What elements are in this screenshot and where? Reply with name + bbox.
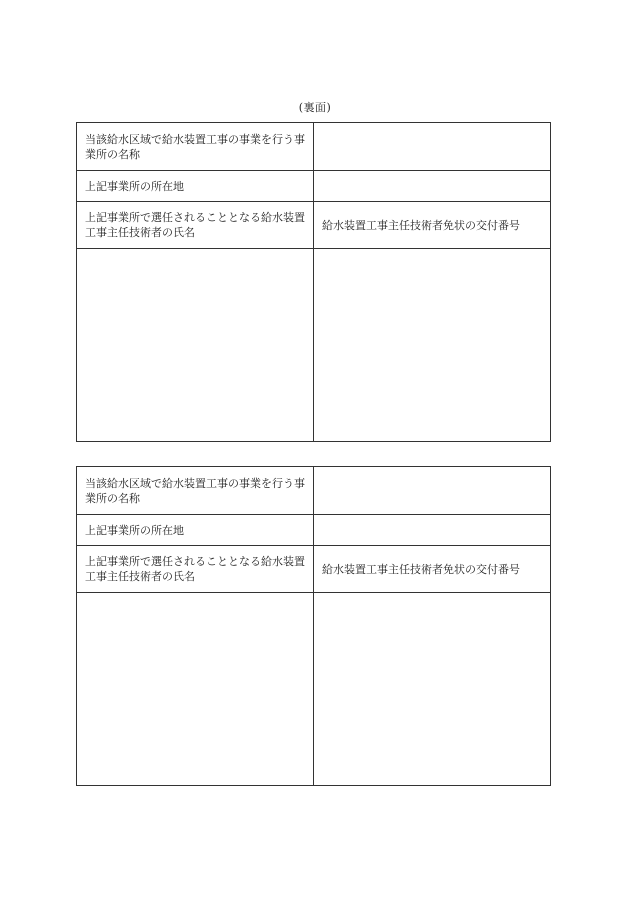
license-number-field[interactable] — [314, 249, 551, 442]
entry-row — [77, 593, 551, 786]
office-form-table-2 — [76, 466, 551, 786]
office-name-row — [77, 123, 551, 171]
engineer-name-header: 上記事業所で選任されることとなる給水装置工事主任技術者の氏名 — [77, 546, 314, 593]
office-name-field[interactable] — [314, 467, 551, 515]
column-header-row — [77, 202, 551, 249]
office-address-label: 上記事業所の所在地 — [77, 515, 314, 546]
page-heading: (裏面) — [298, 101, 332, 114]
office-address-row — [77, 515, 551, 546]
office-address-field[interactable] — [314, 171, 551, 202]
office-name-field[interactable] — [314, 123, 551, 171]
entry-row — [77, 249, 551, 442]
office-name-label: 当該給水区域で給水装置工事の事業を行う事業所の名称 — [77, 467, 314, 515]
license-number-field[interactable] — [314, 593, 551, 786]
office-address-label: 上記事業所の所在地 — [77, 171, 314, 202]
column-header-row — [77, 546, 551, 593]
office-name-label: 当該給水区域で給水装置工事の事業を行う事業所の名称 — [77, 123, 314, 171]
engineer-name-field[interactable] — [77, 593, 314, 786]
office-form-table-1 — [76, 122, 551, 442]
engineer-name-field[interactable] — [77, 249, 314, 442]
license-number-header: 給水装置工事主任技術者免状の交付番号 — [314, 546, 551, 593]
license-number-header: 給水装置工事主任技術者免状の交付番号 — [314, 202, 551, 249]
office-address-field[interactable] — [314, 515, 551, 546]
engineer-name-header: 上記事業所で選任されることとなる給水装置工事主任技術者の氏名 — [77, 202, 314, 249]
office-address-row — [77, 171, 551, 202]
office-name-row — [77, 467, 551, 515]
